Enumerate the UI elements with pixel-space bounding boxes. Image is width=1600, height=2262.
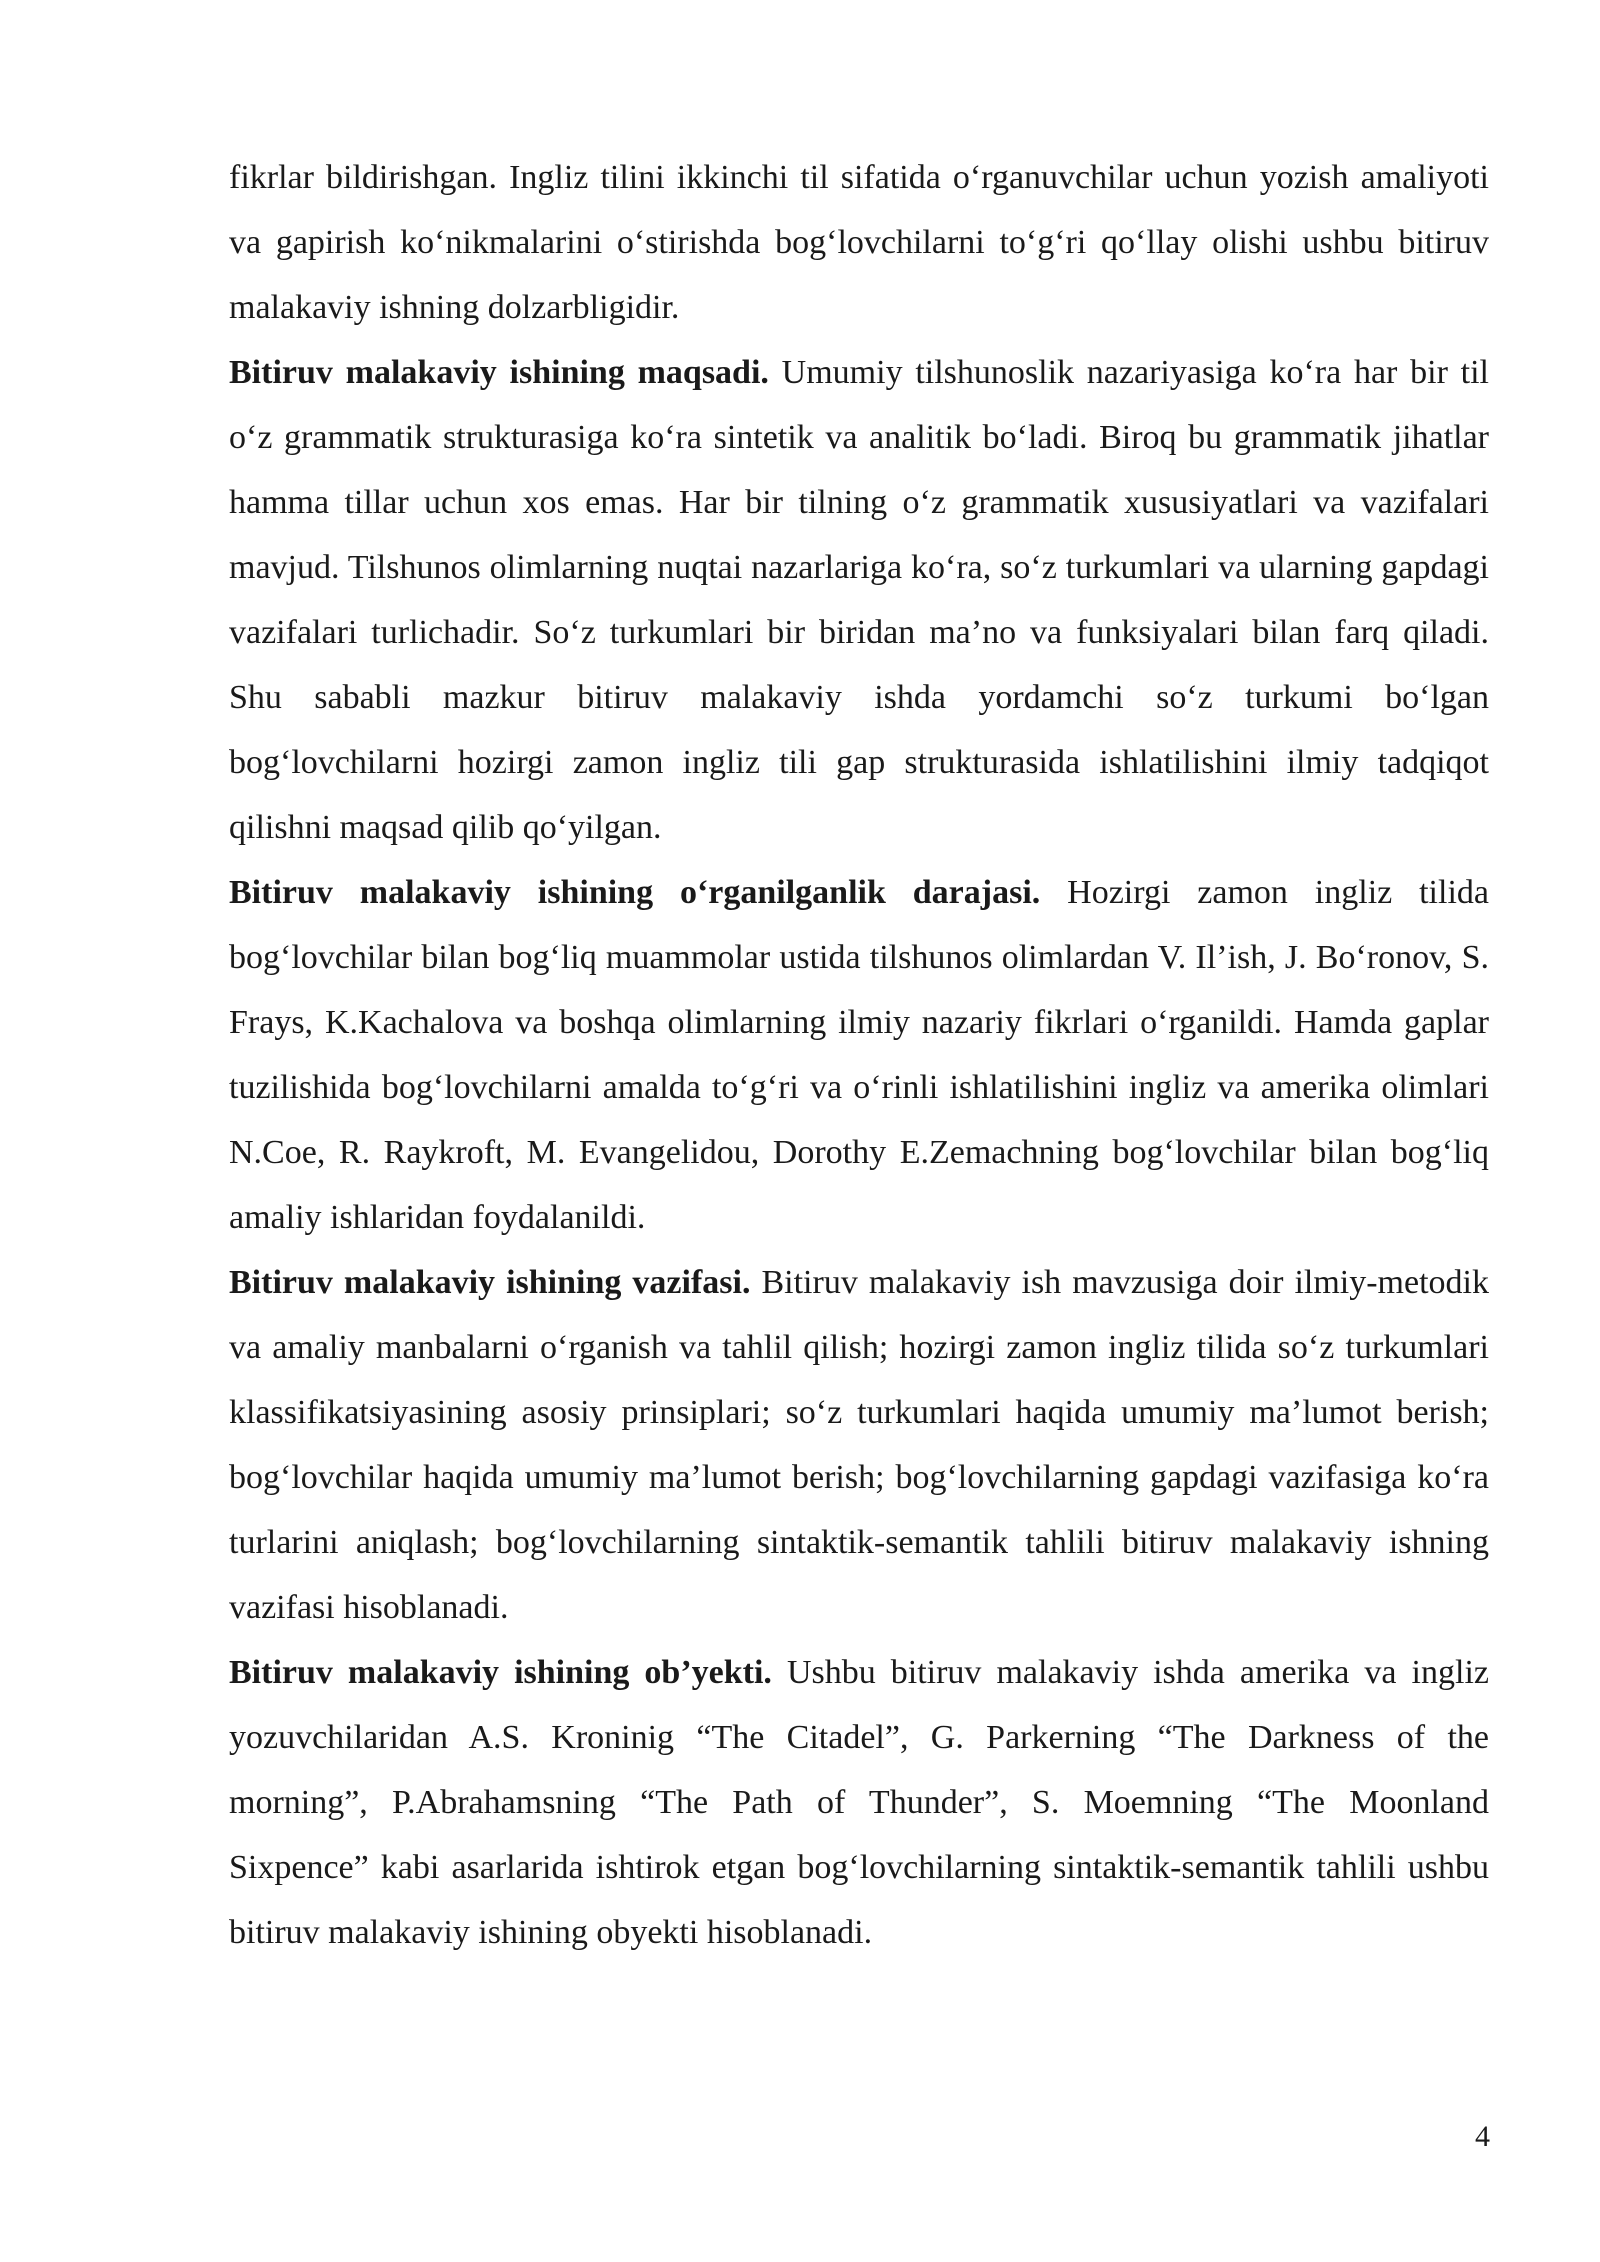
section-heading-object: Bitiruv malakaviy ishining ob’yekti.: [229, 1654, 772, 1691]
paragraph-intro: [229, 145, 1489, 340]
paragraph-text: Umumiy tilshunoslik nazariyasiga ko‘ra har bir til o‘z grammatik strukturasiga ko‘ra sintetik va analitik bo‘ladi. Biroq bu grammatik jihatlar hamma tillar uchun xos emas. Har bir tilning o‘z grammatik xususiyatlari va vazifalari mavjud. Tilshunos olimlarning nuqtai nazarlariga ko‘ra, so‘z turkumlari va ularning gapdagi vazifalari turlichadir. So‘z turkumlari bir biridan ma’no va funksiyalari bilan farq qiladi. Shu sababli mazkur bitiruv malakaviy ishda yordamchi so‘z turkumi bo‘lgan bog‘lovchilarni hozirgi zamon ingliz tili gap strukturasida ishlatilishini ilmiy tadqiqot qilishni maqsad qilib qo‘yilgan.: [229, 354, 1489, 846]
paragraph-text: Ushbu bitiruv malakaviy ishda amerika va ingliz yozuvchilaridan A.S. Kroninig “The Citadel”, G. Parkerning “The Darkness of the morning”, P.Abrahamsning “The Path of Thunder”, S. Moemning “The Moonland Sixpence” kabi asarlarida ishtirok etgan bog‘lovchilarning sintaktik-semantik tahlili ushbu bitiruv malakaviy ishining obyekti hisoblanadi.: [229, 1654, 1489, 1951]
paragraph-text: Bitiruv malakaviy ish mavzusiga doir ilmiy-metodik va amaliy manbalarni o‘rganish va tahlil qilish; hozirgi zamon ingliz tilida so‘z turkumlari klassifikatsiyasining asosiy prinsiplari; so‘z turkumlari haqida umumiy ma’lumot berish; bog‘lovchilar haqida umumiy ma’lumot berish; bog‘lovchilarning gapdagi vazifasiga ko‘ra turlarini aniqlash; bog‘lovchilarning sintaktik-semantik tahlili bitiruv malakaviy ishning vazifasi hisoblanadi.: [229, 1264, 1489, 1626]
page-number: 4: [1475, 2120, 1490, 2153]
paragraph-study-level: [229, 860, 1489, 1250]
paragraph-purpose: [229, 340, 1489, 860]
section-heading-purpose: Bitiruv malakaviy ishining maqsadi.: [229, 354, 769, 391]
paragraph-text: Hozirgi zamon ingliz tilida bog‘lovchilar bilan bog‘liq muammolar ustida tilshunos olimlardan V. Il’ish, J. Bo‘ronov, S. Frays, K.Kachalova va boshqa olimlarning ilmiy nazariy fikrlari o‘rganildi. Hamda gaplar tuzilishida bog‘lovchilarni amalda to‘g‘ri va o‘rinli ishlatilishini ingliz va amerika olimlari N.Coe, R. Raykroft, M. Evangelidou, Dorothy E.Zemachning bog‘lovchilar bilan bog‘liq amaliy ishlaridan foydalanildi.: [229, 874, 1489, 1236]
paragraph-object: [229, 1640, 1489, 1965]
section-heading-study-level: Bitiruv malakaviy ishining o‘rganilganlik darajasi.: [229, 874, 1041, 911]
paragraph-text: fikrlar bildirishgan. Ingliz tilini ikkinchi til sifatida o‘rganuvchilar uchun yozish amaliyoti va gapirish ko‘nikmalarini o‘stirishda bog‘lovchilarni to‘g‘ri qo‘llay olishi ushbu bitiruv malakaviy ishning dolzarbligidir.: [229, 159, 1489, 326]
paragraph-tasks: [229, 1250, 1489, 1640]
document-body: [229, 145, 1489, 1965]
section-heading-tasks: Bitiruv malakaviy ishining vazifasi.: [229, 1264, 751, 1301]
